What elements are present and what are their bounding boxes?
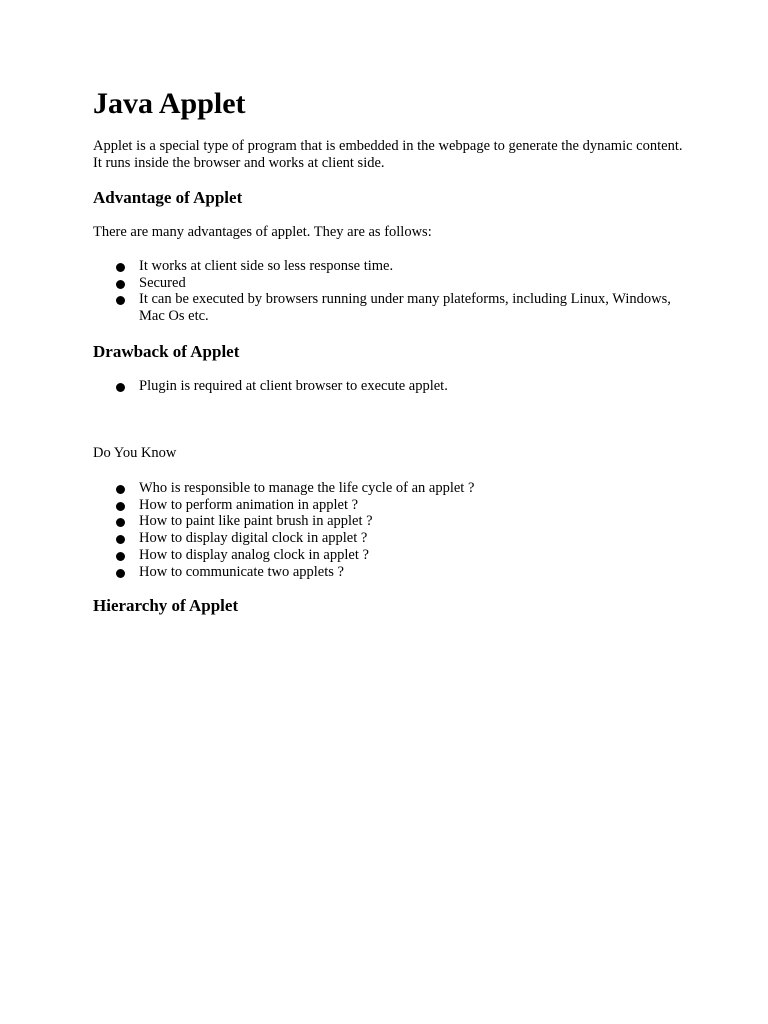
do-you-know-list — [93, 480, 683, 580]
list-item — [93, 291, 683, 324]
list-item-text: How to display digital clock in applet ? — [139, 530, 368, 547]
list-item — [93, 547, 683, 564]
do-you-know-label: Do You Know — [93, 445, 177, 461]
drawback-heading: Drawback of Applet — [93, 342, 240, 361]
advantage-lead: There are many advantages of applet. They are as follows: — [93, 224, 432, 240]
bullet-icon — [116, 502, 125, 511]
list-item — [93, 258, 683, 275]
list-item-text: How to display analog clock in applet ? — [139, 546, 369, 563]
intro-paragraph: Applet is a special type of program that is embedded in the webpage to generate the dynamic content. It runs inside the browser and works at client side. — [93, 138, 683, 171]
bullet-icon — [116, 485, 125, 494]
list-item — [93, 530, 683, 547]
bullet-icon — [116, 535, 125, 544]
page-title: Java Applet — [93, 87, 246, 120]
list-item-text: It works at client side so less response time. — [139, 258, 394, 274]
list-item — [93, 275, 683, 292]
bullet-icon — [116, 552, 125, 561]
bullet-icon — [116, 263, 125, 272]
drawback-list — [93, 378, 683, 395]
list-item-text: It can be executed by browsers running under many plateforms, including Linux, Windows, Mac Os etc. — [139, 291, 671, 325]
list-item-text: Who is responsible to manage the life cycle of an applet ? — [139, 480, 475, 496]
list-item-text: Secured — [139, 274, 186, 291]
advantage-heading: Advantage of Applet — [93, 188, 243, 207]
list-item — [93, 513, 683, 530]
hierarchy-heading: Hierarchy of Applet — [93, 596, 239, 615]
list-item — [93, 378, 683, 395]
bullet-icon — [116, 296, 125, 305]
list-item-text: How to perform animation in applet ? — [139, 496, 359, 513]
bullet-icon — [116, 569, 125, 578]
list-item — [93, 497, 683, 514]
list-item — [93, 480, 683, 497]
bullet-icon — [116, 518, 125, 527]
bullet-icon — [116, 280, 125, 289]
list-item-text: How to communicate two applets ? — [139, 563, 344, 580]
bullet-icon — [116, 383, 125, 392]
advantage-list — [93, 258, 683, 325]
list-item-text: How to paint like paint brush in applet ? — [139, 513, 373, 530]
list-item — [93, 564, 683, 581]
list-item-text: Plugin is required at client browser to execute applet. — [139, 378, 448, 394]
